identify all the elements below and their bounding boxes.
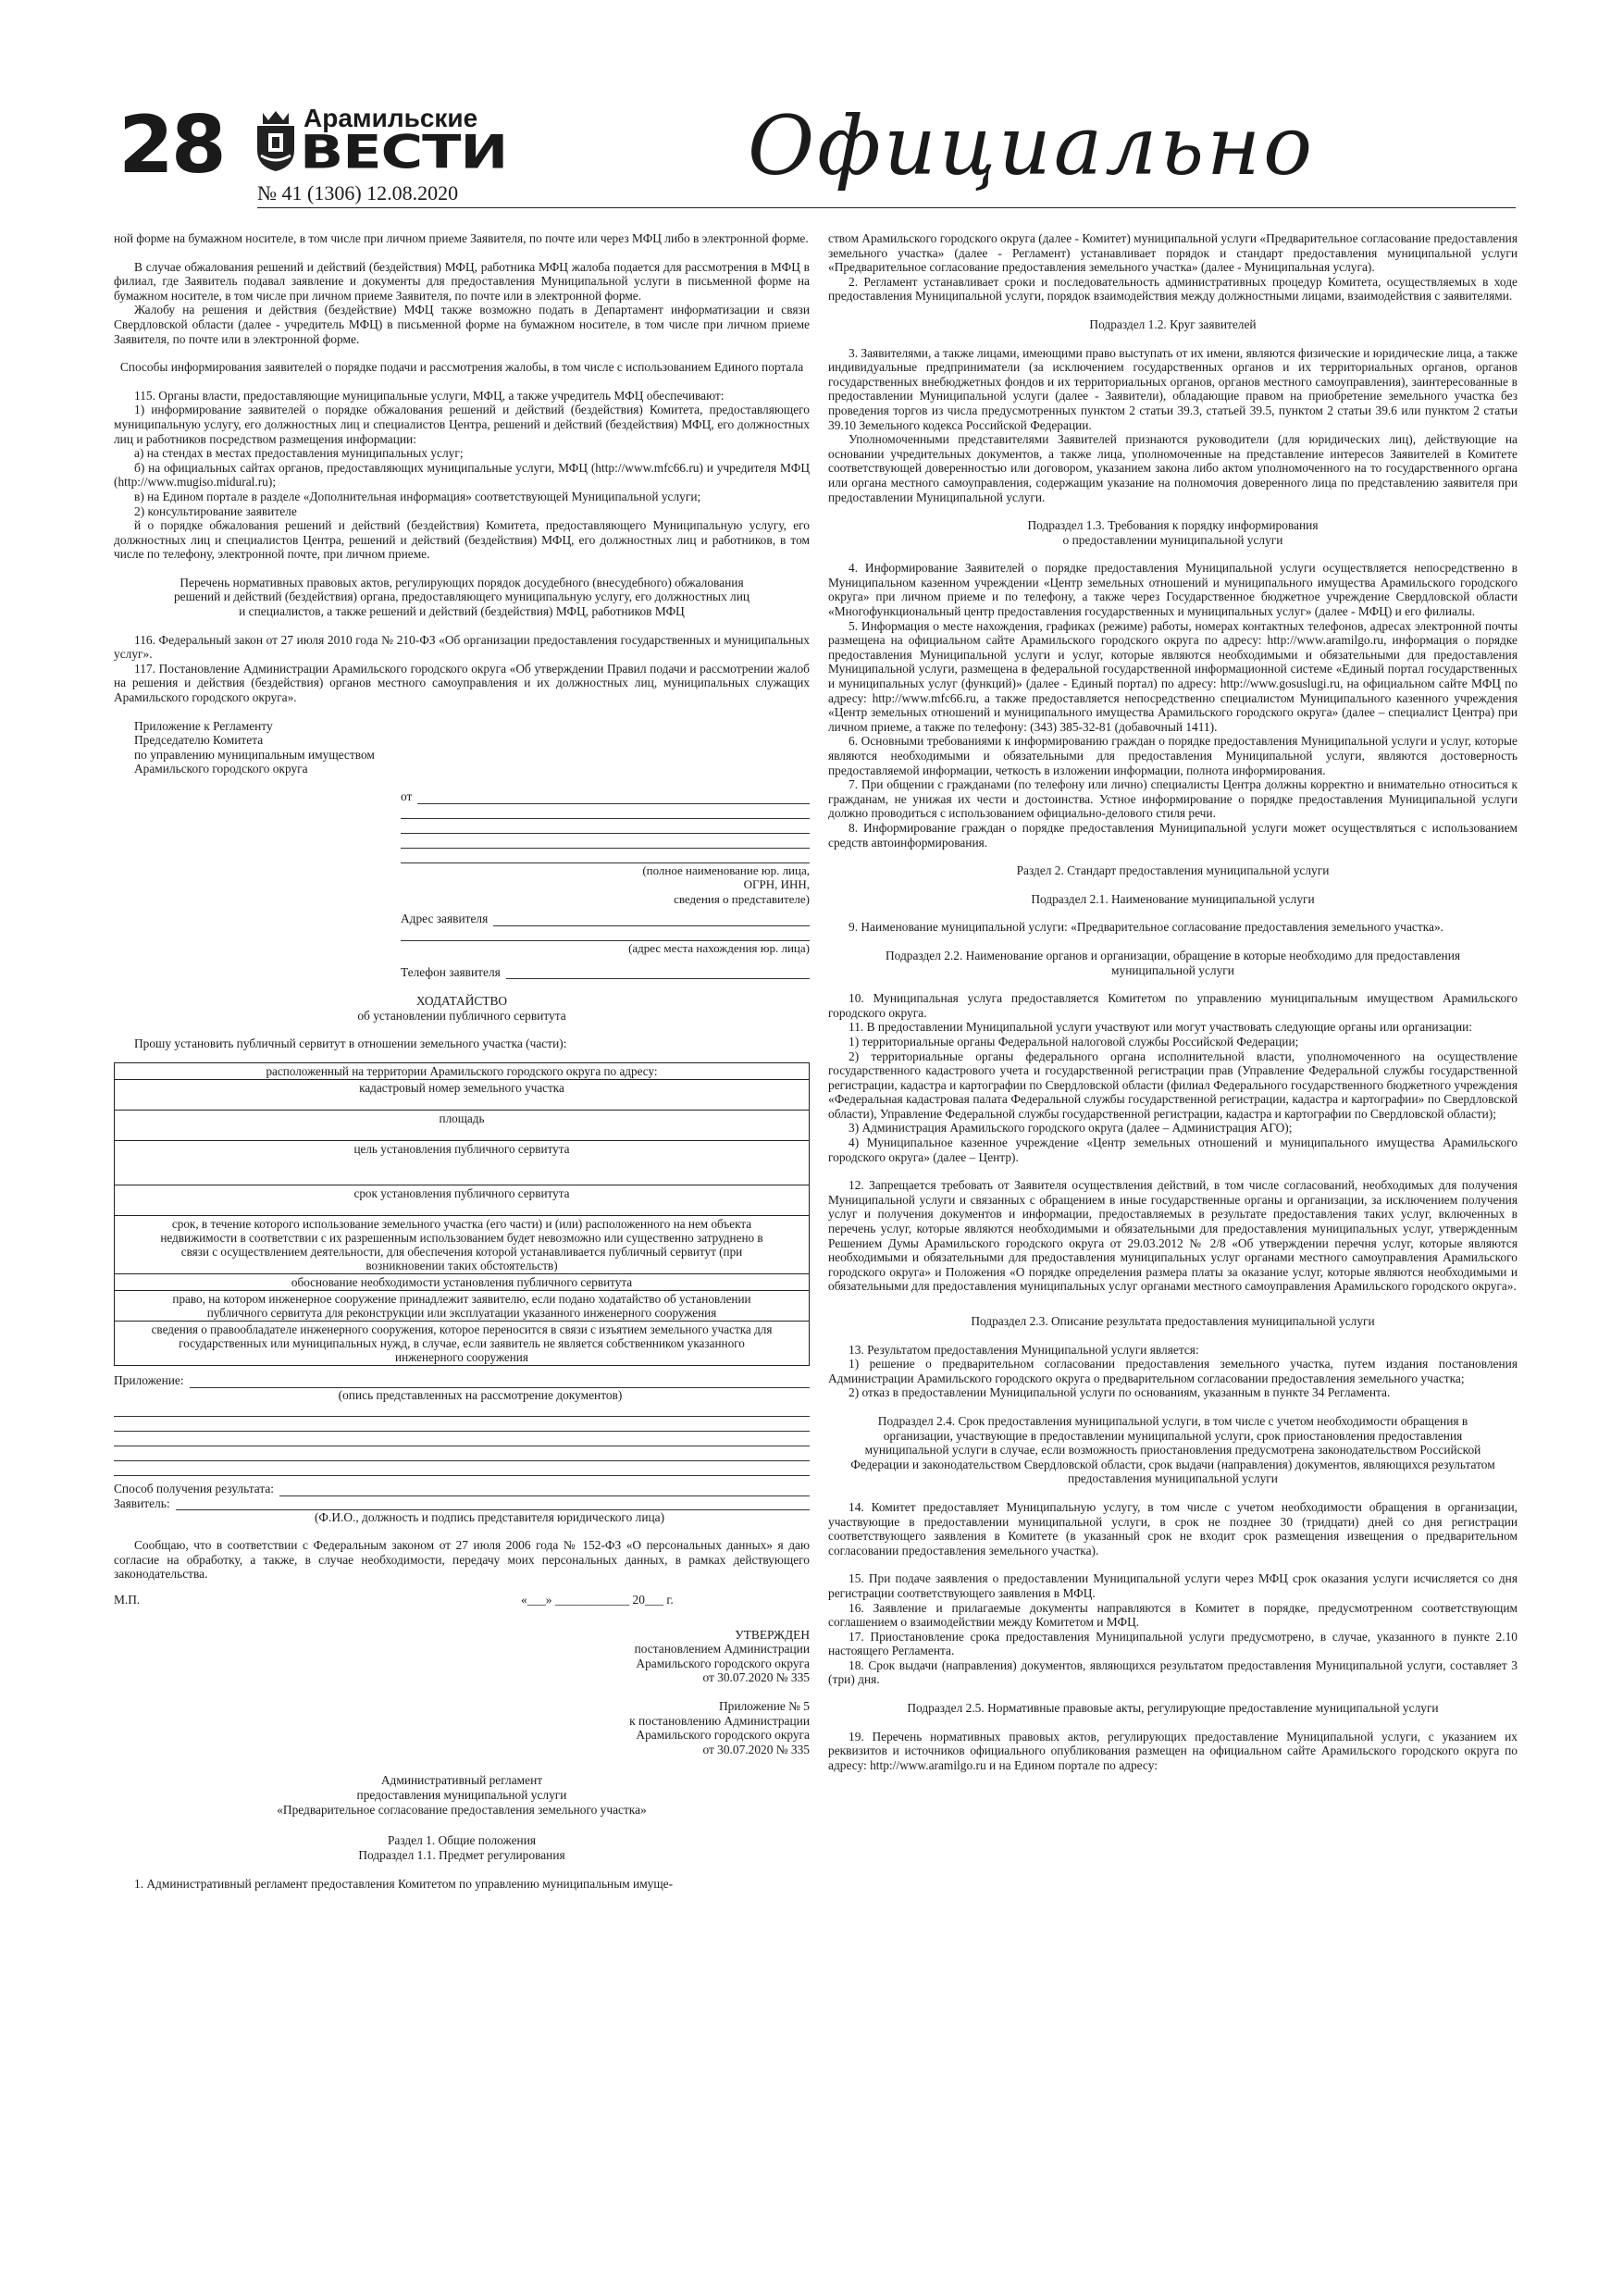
table-row: [115, 1185, 810, 1215]
approval-line: Арамильского городского округа: [636, 1656, 810, 1670]
paragraph: 16. Заявление и прилагаемые документы направляются в Комитет в порядке, предусмотренном соответствующим соглашением о взаимодействии между Комитетом и МФЦ.: [828, 1600, 1518, 1630]
heading: Подраздел 1.2. Круг заявителей: [1089, 316, 1257, 331]
page-header: [118, 98, 1516, 213]
annex-line: от 30.07.2020 № 335: [702, 1742, 810, 1756]
heading: Подраздел 2.2. Наименование органов и организации, обращение в которые необходимо для предоставления муниципальной услуги: [885, 948, 1461, 977]
heading: Перечень нормативных правовых актов, регулирующих порядок досудебного (внесудебного) обжалования решений и действий (бездействия) органа, предоставляющего муниципальную услугу, его должностных лиц и специалистов, а также решений и действий (бездействия) МФЦ, работников МФЦ: [173, 575, 750, 619]
caption: (полное наименование юр. лица,: [642, 863, 810, 877]
caption: (Ф.И.О., должность и подпись представителя юридического лица): [314, 1510, 665, 1525]
caption: (опись представленных на рассмотрение документов): [338, 1387, 623, 1402]
paragraph: В случае обжалования решений и действий (бездействия) МФЦ, работника МФЦ жалоба подается для рассмотрения в МФЦ в филиал, где Заявитель подавал заявление и документы для предоставления Муниципальной услуги в письменной форме на бумажном носителе, в том числе при личном приеме Заявителя, по почте или в электронной форме.: [114, 259, 810, 303]
section-title: Официально: [748, 98, 1316, 193]
consent-paragraph: Сообщаю, что в соответствии с Федеральным законом от 27 июля 2006 года № 152-ФЗ «О персональных данных» я даю согласие на обработку, а также, в случае необходимости, передачу моих персональных данных, в рамках действующего законодательства.: [114, 1537, 810, 1582]
list-item: 4) Муниципальное казенное учреждение «Центр земельных отношений и муниципального имущества Арамильского городского округа» (далее – Центр).: [828, 1136, 1518, 1164]
paragraph: 13. Результатом предоставления Муниципальной услуги является:: [849, 1342, 1199, 1357]
table-cell: расположенный на территории Арамильского городского округа по адресу:: [115, 1062, 810, 1079]
caption: (адрес места нахождения юр. лица): [628, 940, 810, 955]
paragraph: ством Арамильского городского округа (далее - Комитет) муниципальной услуги «Предварительное согласование предоставления земельного участка» (далее - Регламент) устанавливает порядок и стандарт предоставления муниципальной услуги «Предварительное согласование предоставления земельного участка» (далее - Муниципальная услуга).: [828, 231, 1518, 275]
date-placeholder: «___» ____________ 20___ г.: [521, 1592, 674, 1607]
attachment-field: Приложение:: [114, 1373, 810, 1388]
paragraph: 4. Информирование Заявителей о порядке предоставления Муниципальной услуги осуществляется непосредственно в Муниципальном казенном учреждении «Центр земельных отношений и муниципального имущества Арамильского городского округа» при личном приеме и по телефону, а также через Государственное бюджетное учреждение Свердловской области «Многофункциональный центр предоставления государственных и муниципальных услуг» (далее - МФЦ) и его филиалы.: [828, 561, 1518, 619]
form-title: ХОДАТАЙСТВО: [415, 994, 508, 1009]
heading: Раздел 2. Стандарт предоставления муниципальной услуги: [1016, 863, 1330, 878]
table-cell: кадастровый номер земельного участка: [115, 1079, 810, 1110]
paragraph: 117. Постановление Администрации Арамильского городского округа «Об утверждении Правил подачи и рассмотрении жалоб на решения и действия (бездействия) органов местного самоуправления и их должностных лиц, муниципальных служащих Арамильского городского округа».: [114, 661, 810, 705]
table-row: [115, 1110, 810, 1140]
list-item: 1) территориальные органы Федеральной налоговой службы Российской Федерации;: [849, 1034, 1299, 1049]
annex-line: Арамильского городского округа: [636, 1728, 810, 1743]
form-subtitle: об установлении публичного сервитута: [357, 1008, 566, 1023]
left-column: [114, 231, 810, 1892]
table-row: [115, 1079, 810, 1110]
table-cell: обоснование необходимости установления публичного сервитута: [115, 1273, 810, 1290]
paragraph: 10. Муниципальная услуга предоставляется Комитетом по управлению муниципальным имуществом Арамильского городского округа.: [828, 991, 1518, 1020]
list-item: 2) отказ в предоставлении Муниципальной услуги по основаниям, указанным в пункте 34 Регламента.: [849, 1385, 1391, 1400]
addressee-line: Председателю Комитета: [134, 733, 264, 748]
caption: сведения о представителе): [674, 891, 810, 906]
issue-number-date: № 41 (1306) 12.08.2020: [257, 181, 459, 205]
heading: Подраздел 1.3. Требования к порядку информирования о предоставлении муниципальной услуги: [1027, 518, 1319, 547]
paragraph: 3. Заявителями, а также лицами, имеющими право выступать от их имени, являются физические и юридические лица, а также индивидуальные предприниматели (за исключением государственных органов и их территориальных органов, органов государственных внебюджетных фондов и их территориальных органов, органов местного самоуправления), заинтересованные в предоставлении Муниципальной услуги (далее - Заявители), обладающие правом на приобретение земельного участка без проведения торгов из числа предусмотренных пунктом 2 статьи 39.3, статьей 39.5, пунктом 2 статьи 39.6 или пунктом 2 статьи 39.10 Земельного кодекса Российской Федерации.: [828, 345, 1518, 432]
list-item: 3) Администрация Арамильского городского округа (далее – Администрация АГО);: [849, 1121, 1293, 1136]
list-item: 1) решение о предварительном согласовании предоставления земельного участка, путем издания постановления Администрации Арамильского городского округа о предварительном согласовании предоставления земельного участка;: [828, 1357, 1518, 1385]
table-cell: срок установления публичного сервитута: [115, 1185, 810, 1215]
table-cell: цель установления публичного сервитута: [115, 1140, 810, 1185]
applicant-field: Заявитель:: [114, 1496, 810, 1511]
paragraph: 7. При общении с гражданами (по телефону или лично) специалисты Центра должны корректно и внимательно относиться к гражданам, не унижая их чести и достоинства. Устное информирование о порядке предоставления Муниципальной услуги должно проводиться с использованием официально-делового стиля речи.: [828, 777, 1518, 821]
annex-line: к постановлению Администрации: [629, 1713, 810, 1728]
approval-line: постановлением Администрации: [634, 1642, 810, 1657]
section-heading: Раздел 1. Общие положения Подраздел 1.1. Предмет регулирования: [358, 1833, 565, 1862]
paragraph: 9. Наименование муниципальной услуги: «Предварительное согласование предоставления земельного участка».: [849, 920, 1443, 935]
phone-field: Телефон заявителя: [401, 965, 810, 980]
list-item: в) на Едином портале в разделе «Дополнительная информация» соответствующей Муниципальной услуги;: [134, 489, 701, 503]
addressee-line: Приложение к Регламенту: [134, 718, 273, 733]
heading: Подраздел 2.1. Наименование муниципальной услуги: [1031, 891, 1315, 906]
table-cell: площадь: [115, 1110, 810, 1140]
servitude-table: [114, 1062, 810, 1366]
list-item: 2) территориальные органы федерального органа исполнительной власти, уполномоченного на осуществление государственного кадастрового учета и государственной регистрации прав (Управление Федеральной службы государственной регистрации, кадастра и картографии по Свердловской области (филиал Федерального государственного бюджетного учреждения «Федеральная кадастровая палата Федеральной службы государственной регистрации, кадастра и картографии» по Свердловской области), Управление Федеральной службы государственной регистрации, кадастра и картографии по Свердловской области);: [828, 1049, 1518, 1121]
paragraph: ной форме на бумажном носителе, в том числе при личном приеме Заявителя, по почте или через МФЦ либо в электронной форме.: [114, 231, 809, 245]
table-row: [115, 1273, 810, 1290]
paragraph: 1. Административный регламент предоставления Комитетом по управлению муниципальным имуще-: [134, 1877, 674, 1892]
addressee-line: Арамильского городского округа: [134, 762, 308, 776]
header-rule: [257, 207, 1516, 208]
table-cell: право, на котором инженерное сооружение принадлежит заявителю, если подано ходатайство об установлении публичного сервитута для реконструкции или эксплуатации указанного инженерного сооружения: [115, 1290, 810, 1321]
paragraph: 5. Информация о месте нахождения, графиках (режиме) работы, номерах контактных телефонов, адресах электронной почты размещена на официальном сайте Арамильского городского округа по адресу: http://www.aramilgo.ru, информация о порядке предоставления Муниципальной услуги и услуг, которые являются необходимыми и обязательными для предоставления Муниципальной услуги, размещена в федеральной государственной информационной системе «Единый портал государственных и муниципальных услуг (функций)» (далее - Единый портал) по адресу: http://www.gosuslugi.ru, на официальном сайте МФЦ по адресу: http://www.mfc66.ru, а также предоставляется непосредственно специалистом Муниципального казенного учреждения «Центр земельных отношений и муниципального имущества Арамильского городского округа» (далее – специалист Центра) при личном приеме, а также по телефону: (343) 385-32-81 (добавочный 1411).: [828, 618, 1518, 734]
stamp-placeholder: М.П.: [114, 1592, 141, 1607]
paragraph: 2. Регламент устанавливает сроки и последовательность административных процедур Комитета, осуществляемых в ходе предоставления Муниципальной услуги, порядок взаимодействия между должностными лицами, взаимодействия с заявителями.: [828, 274, 1518, 304]
caption: ОГРН, ИНН,: [743, 877, 810, 892]
coat-of-arms-icon: [255, 109, 296, 172]
paragraph: Уполномоченными представителями Заявителей признаются руководители (для юридических лиц), действующие на основании учредительных документов, а также лица, уполномоченные на представление интересов Заявителей в Комитете соответствующей доверенностью или договором, указанием закона либо актом уполномоченного на то государственного органа или органа местного самоуправления, содержащим указание на полномочия доверенного лица по представлению заявителя при предоставлении Муниципальной услуги.: [828, 432, 1518, 504]
applicant-block: [401, 789, 810, 979]
paragraph: й о порядке обжалования решений и действий (бездействия) Комитета, предоставляющего Муниципальную услугу, его должностных лиц и специалистов Центра, решений и действий (бездействия) МФЦ, его должностных лиц и работников, в том числе по телефону, электронной почте, при личном приеме.: [114, 518, 810, 562]
paragraph: Жалобу на решения и действия (бездействие) МФЦ также возможно подать в Департамент информатизации и связи Свердловской области (далее - учредитель МФЦ) в письменной форме на бумажном носителе, в том числе при личном приеме Заявителя, по почте или в электронной форме.: [114, 303, 810, 346]
receipt-method-field: Способ получения результата:: [114, 1482, 810, 1496]
paragraph: 116. Федеральный закон от 27 июля 2010 года № 210-ФЗ «Об организации предоставления государственных и муниципальных услуг».: [114, 632, 810, 662]
paragraph: 1) информирование заявителей о порядке обжалования решений и действий (бездействия) Комитета, предоставляющего муниципальную услугу, его должностных лиц и специалистов Центра, решений и действий (бездействия) МФЦ, его должностных лиц и работников посредством размещения информации:: [114, 403, 810, 446]
table-row: [115, 1215, 810, 1273]
regulation-title: Административный регламент предоставления муниципальной услуги «Предварительное согласование предоставления земельного участка»: [277, 1773, 647, 1817]
addressee-line: по управлению муниципальным имуществом: [134, 747, 375, 762]
stamp-date-line: [114, 1593, 810, 1611]
application-addressee: [114, 719, 810, 776]
paragraph: Прошу установить публичный сервитут в отношении земельного участка (части):: [134, 1036, 567, 1051]
page-number: 28: [118, 99, 224, 192]
paragraph: 12. Запрещается требовать от Заявителя осуществления действий, в том числе согласований, необходимых для получения Муниципальной услуги и связанных с обращением в иные государственные органы и организации, за исключением получения услуг и получения документов и информации, предоставляемых в результате предоставления таких услуг, включенных в перечень услуг, которые являются необходимыми и обязательными для предоставления муниципальных услуг, утвержденным Решением Думы Арамильского городского округа от 29.03.2012 № 2/8 «Об утверждении перечня услуг, которые являются необходимыми и обязательными для предоставления муниципальных услуг органами местного самоуправления Арамильского городского округа» и Положения «О порядке определения размера платы за оказание услуг, которые являются необходимыми и обязательными для предоставления муниципальных услуг органами местного самоуправления Арамильского городского округа».: [828, 1178, 1518, 1294]
paragraph: 11. В предоставлении Муниципальной услуги участвуют или могут участвовать следующие органы или организации:: [849, 1020, 1473, 1035]
paragraph: 14. Комитет предоставляет Муниципальную услугу, в том числе с учетом необходимости обращения в организации, участвующие в предоставлении муниципальной услуги, в срок не позднее 30 (тридцати) дней со дня регистрации соответствующего заявления в Комитете (в указанный срок не входит срок размещения извещения о предварительном согласовании предоставления земельного участка).: [828, 1499, 1518, 1558]
heading: Подраздел 2.5. Нормативные правовые акты, регулирующие предоставление муниципальной услуги: [907, 1701, 1439, 1716]
newspaper-name-small: Арамильские: [304, 104, 478, 132]
newspaper-name: ВЕСТИ: [300, 125, 508, 180]
paragraph: 19. Перечень нормативных правовых актов, регулирующих предоставление Муниципальной услуги, с указанием их реквизитов и источников официального опубликования размещен на официальном сайте Арамильского городского округа по адресу: http://www.aramilgo.ru и на Едином портале по адресу:: [828, 1729, 1518, 1772]
paragraph: 18. Срок выдачи (направления) документов, являющихся результатом предоставления Муниципальной услуги, составляет 3 (три) дня.: [828, 1657, 1518, 1687]
approval-line: от 30.07.2020 № 335: [702, 1670, 810, 1685]
list-item: а) на стендах в местах предоставления муниципальных услуг;: [134, 446, 464, 461]
paragraph: 15. При подаче заявления о предоставлении Муниципальной услуги через МФЦ срок оказания услуги исчисляется со дня регистрации соответствующего заявления в МФЦ.: [828, 1571, 1518, 1600]
table-row: [115, 1140, 810, 1185]
paragraph: 8. Информирование граждан о порядке предоставления Муниципальной услуги может осуществляться с использованием средств автоинформирования.: [828, 820, 1518, 850]
paragraph: 115. Органы власти, предоставляющие муниципальные услуги, МФЦ, а также учредитель МФЦ обеспечивают:: [134, 388, 725, 403]
heading: Подраздел 2.3. Описание результата предоставления муниципальной услуги: [971, 1314, 1375, 1328]
table-cell: сведения о правообладателе инженерного сооружения, которое переносится в связи с изъятием земельного участка для государственных или муниципальных нужд, в случае, если заявитель не является собственником указанного инженерного сооружения: [115, 1321, 810, 1365]
annex-block: [114, 1699, 810, 1756]
paragraph: 17. Приостановление срока предоставления Муниципальной услуги предусмотрено, в случае, указанного в пункте 2.10 настоящего Регламента.: [828, 1629, 1518, 1658]
table-cell: срок, в течение которого использование земельного участка (его части) и (или) расположенного на нем объекта недвижимости в соответствии с их разрешенным использованием будет невозможно или существенно затруднено в связи с осуществлением деятельности, для обеспечения которой устанавливается публичный сервитут (при возникновении таких обстоятельств): [115, 1215, 810, 1273]
table-row: [115, 1321, 810, 1365]
approval-block: [114, 1628, 810, 1685]
table-row: [115, 1290, 810, 1321]
address-field: Адрес заявителя: [401, 912, 810, 926]
from-field: от: [401, 789, 810, 804]
right-column: [828, 231, 1518, 1772]
table-row: [115, 1062, 810, 1079]
list-item: 2) консультирование заявителе: [134, 503, 297, 518]
heading: Подраздел 2.4. Срок предоставления муниципальной услуги, в том числе с учетом необходимости обращения в организации, участвующие в предоставлении муниципальной услуги, срок приостановления предоставления муниципальной услуги в случае, если возможность приостановления предусмотрена законодательством Российской Федерации и законодательством Свердловской области, срок выдачи (направления) документов, являющихся результатом предоставления муниципальной услуги: [850, 1413, 1495, 1486]
list-item: б) на официальных сайтах органов, предоставляющих муниципальные услуги, МФЦ (http://www.mfc66.ru) и учредителя МФЦ (http://www.mugiso.midural.ru);: [114, 460, 810, 490]
approval-line: УТВЕРЖДЕН: [735, 1627, 810, 1642]
heading: Способы информирования заявителей о порядке подачи и рассмотрения жалобы, в том числе с использованием Единого портала: [119, 360, 804, 375]
paragraph: 6. Основными требованиями к информированию граждан о порядке предоставления Муниципальной услуги и услуг, которые являются необходимыми и обязательными для предоставления Муниципальной услуги, являются достоверность предоставляемой информации, четкость в изложении информации, полнота информирования.: [828, 734, 1518, 777]
annex-line: Приложение № 5: [718, 1699, 810, 1714]
